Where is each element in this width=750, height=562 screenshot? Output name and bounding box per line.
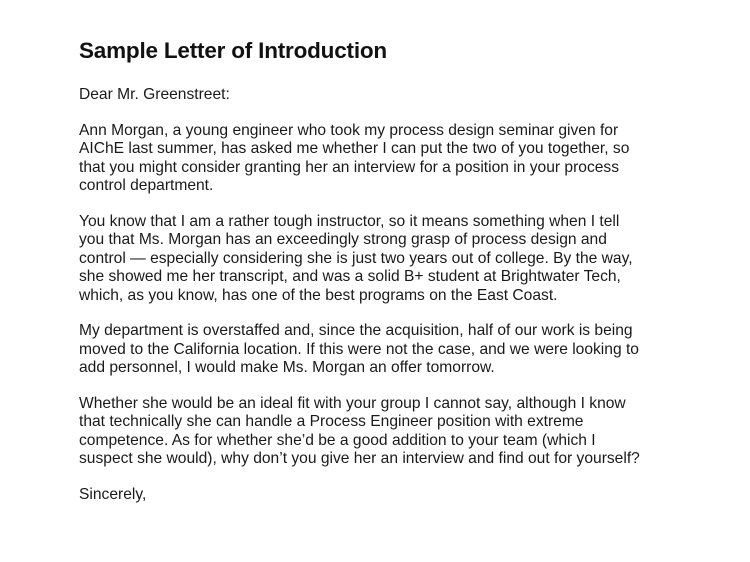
text-line: which, as you know, has one of the best programs on the East Coast. xyxy=(79,286,558,304)
text-line: she showed me her transcript, and was a solid B+ student at Brightwater Tech, xyxy=(79,268,621,285)
text-line: add personnel, I would make Ms. Morgan an offer tomorrow. xyxy=(79,359,495,376)
text-line: that you might consider granting her an interview for a position in your process xyxy=(79,158,620,176)
letter-body xyxy=(79,86,699,504)
text-line: control department. xyxy=(79,177,214,194)
letter-title: Sample Letter of Introduction xyxy=(79,38,387,63)
text-line: you that Ms. Morgan has an exceedingly strong grasp of process design and xyxy=(79,231,607,248)
text-line: competence. As for whether she’d be a good addition to your team (which I xyxy=(79,431,596,449)
letter-salutation: Dear Mr. Greenstreet: xyxy=(79,86,230,103)
letter-paragraph-3 xyxy=(79,322,699,378)
text-line: control — especially considering she is just two years out of college. By the way, xyxy=(79,249,633,267)
text-line: You know that I am a rather tough instructor, so it means something when I tell xyxy=(79,212,620,230)
text-line: moved to the California location. If this were not the case, and we were looking to xyxy=(79,340,639,358)
letter-paragraph-1 xyxy=(79,122,699,196)
text-line: My department is overstaffed and, since the acquisition, half of our work is being xyxy=(79,322,633,339)
text-line: AIChE last summer, has asked me whether I can put the two of you together, so xyxy=(79,140,630,157)
letter-closing: Sincerely, xyxy=(79,485,147,503)
text-line: that technically she can handle a Process Engineer position with extreme xyxy=(79,413,584,430)
letter-paragraph-2 xyxy=(79,213,699,306)
text-line: Whether she would be an ideal fit with your group I cannot say, although I know xyxy=(79,394,626,412)
text-line: Ann Morgan, a young engineer who took my process design seminar given for xyxy=(79,121,619,139)
text-line: suspect she would), why don’t you give her an interview and find out for yourself? xyxy=(79,450,640,467)
letter-paragraph-4 xyxy=(79,395,699,469)
